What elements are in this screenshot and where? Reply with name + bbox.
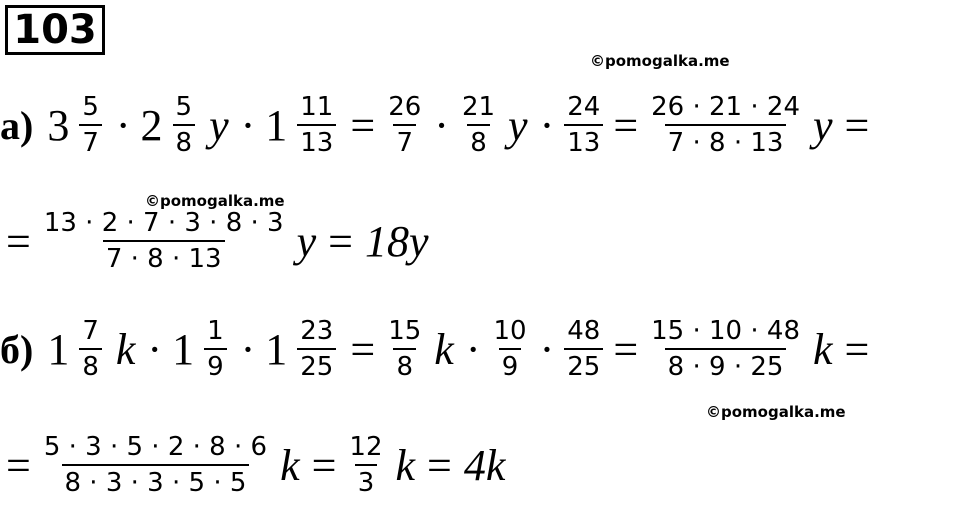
- equals-sign: =: [844, 324, 870, 374]
- variable: y: [209, 100, 229, 150]
- denominator: 8: [467, 124, 490, 158]
- operator: ·: [240, 100, 256, 150]
- result: 4k: [463, 440, 506, 490]
- mixed-number: [265, 316, 340, 382]
- equals-sign: =: [427, 440, 452, 490]
- part-b-label: б): [0, 326, 34, 372]
- numerator: 11: [300, 92, 334, 122]
- denominator: 7: [393, 124, 416, 158]
- fraction: [564, 92, 603, 158]
- fraction: [648, 92, 803, 158]
- mixed-number: [265, 92, 340, 158]
- denominator: 8: [173, 124, 196, 158]
- numerator: 26 · 21 · 24: [651, 92, 800, 122]
- fraction: [648, 316, 803, 382]
- numerator: 15: [388, 316, 422, 346]
- denominator: 13: [564, 124, 603, 158]
- result: 18y: [364, 216, 429, 266]
- variable: k: [434, 324, 454, 374]
- fraction: [204, 316, 227, 382]
- operator: ·: [147, 324, 163, 374]
- operator: ·: [115, 100, 131, 150]
- fraction: [490, 316, 529, 382]
- fraction: [346, 432, 385, 498]
- variable: y: [296, 216, 317, 266]
- denominator: 9: [499, 348, 522, 382]
- variable: k: [280, 440, 300, 490]
- fraction: [459, 92, 498, 158]
- equals-sign: =: [613, 100, 639, 150]
- mixed-number: [47, 316, 106, 382]
- whole-part: 1: [172, 324, 195, 374]
- numerator: 5: [175, 92, 193, 122]
- equals-sign: =: [350, 324, 376, 374]
- watermark: ©pomogalka.me: [590, 52, 730, 70]
- fraction: [297, 316, 336, 382]
- variable: k: [395, 440, 416, 490]
- whole-part: 3: [47, 100, 70, 150]
- part-b-line-1: [0, 316, 875, 382]
- part-a-line-2: [0, 208, 434, 274]
- fraction: [173, 92, 196, 158]
- operator: ·: [240, 324, 256, 374]
- fraction: [297, 92, 336, 158]
- denominator: 7 · 8 · 13: [665, 124, 787, 158]
- numerator: 23: [300, 316, 334, 346]
- denominator: 8 · 3 · 3 · 5 · 5: [62, 464, 250, 498]
- whole-part: 1: [265, 100, 288, 150]
- equals-sign: =: [328, 216, 353, 266]
- equals-sign: =: [844, 100, 870, 150]
- equals-sign: =: [6, 216, 31, 266]
- fraction: [385, 316, 424, 382]
- variable: y: [812, 100, 833, 150]
- fraction: [564, 316, 603, 382]
- variable: k: [812, 324, 833, 374]
- part-b-line-2: [0, 432, 511, 498]
- numerator: 1: [207, 316, 224, 346]
- numerator: 26: [388, 92, 422, 122]
- denominator: 7: [79, 124, 102, 158]
- operator: ·: [434, 100, 449, 150]
- numerator: 7: [82, 316, 99, 346]
- denominator: 25: [564, 348, 603, 382]
- fraction: [79, 92, 102, 158]
- whole-part: 1: [265, 324, 288, 374]
- operator: ·: [539, 100, 555, 150]
- operator: ·: [539, 324, 555, 374]
- equals-sign: =: [6, 440, 31, 490]
- denominator: 7 · 8 · 13: [103, 240, 225, 274]
- variable: k: [115, 324, 136, 374]
- denominator: 8: [79, 348, 102, 382]
- equals-sign: =: [311, 440, 337, 490]
- numerator: 48: [567, 316, 601, 346]
- fraction: [41, 208, 287, 274]
- numerator: 5 · 3 · 5 · 2 · 8 · 6: [43, 432, 268, 462]
- numerator: 12: [349, 432, 383, 462]
- watermark: ©pomogalka.me: [145, 192, 285, 210]
- numerator: 21: [461, 92, 496, 122]
- mixed-number: [47, 92, 106, 158]
- fraction: [385, 92, 424, 158]
- denominator: 9: [204, 348, 227, 382]
- denominator: 8 · 9 · 25: [665, 348, 787, 382]
- equals-sign: =: [613, 324, 639, 374]
- numerator: 24: [567, 92, 601, 122]
- numerator: 10: [493, 316, 527, 346]
- numerator: 15 · 10 · 48: [651, 316, 800, 346]
- watermark: ©pomogalka.me: [706, 403, 846, 421]
- whole-part: 1: [47, 324, 70, 374]
- numerator: 13 · 2 · 7 · 3 · 8 · 3: [43, 208, 284, 238]
- variable: y: [508, 100, 528, 150]
- denominator: 25: [297, 348, 336, 382]
- part-a-label: а): [0, 102, 34, 148]
- fraction: [41, 432, 270, 498]
- numerator: 5: [82, 92, 99, 122]
- mixed-number: [141, 92, 200, 158]
- problem-number: 103: [5, 5, 105, 55]
- part-a-line-1: [0, 92, 875, 158]
- operator: ·: [465, 324, 481, 374]
- denominator: 3: [355, 464, 378, 498]
- denominator: 8: [393, 348, 416, 382]
- fraction: [79, 316, 102, 382]
- denominator: 13: [297, 124, 336, 158]
- mixed-number: [172, 316, 231, 382]
- whole-part: 2: [140, 100, 163, 150]
- equals-sign: =: [350, 100, 376, 150]
